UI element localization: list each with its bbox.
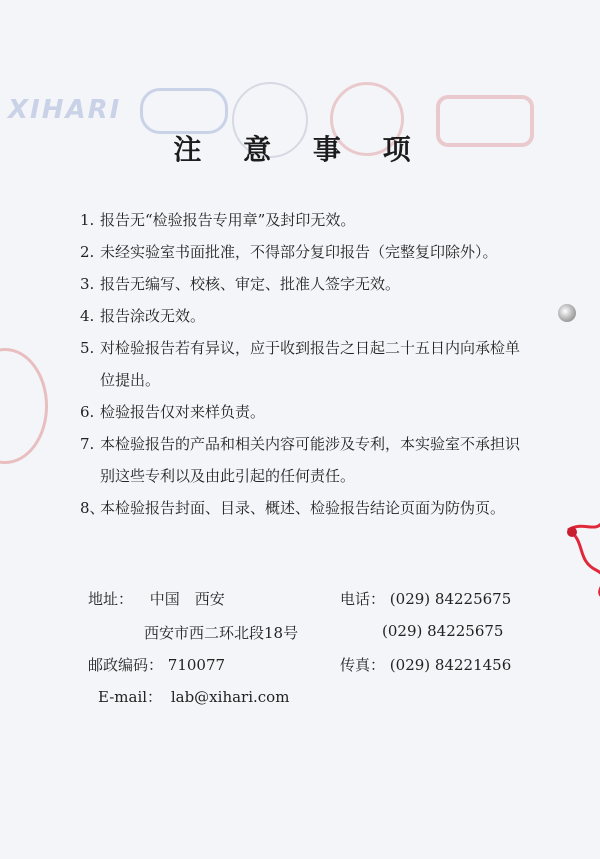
postcode-value: 710077 [167,656,226,674]
notice-item [80,428,520,492]
notice-number: 4. [80,307,95,325]
notice-text: 本检验报告封面、目录、概述、检验报告结论页面为防伪页。 [100,499,506,517]
notice-number: 3. [80,275,95,293]
notice-number: 1. [80,211,95,229]
fax-value: (029) 84221456 [389,656,512,674]
notice-text: 检验报告仅对来样负责。 [100,403,266,421]
address-row [88,588,225,609]
address-label: 地址： [88,590,134,608]
address-line2: 西安市西二环北段18号 [144,624,299,642]
phone-label: 电话： [340,590,386,608]
email-link[interactable]: lab@xihari.com [170,688,290,706]
notice-text: 本检验报告的产品和相关内容可能涉及专利，本实验室不承担识别这些专利以及由此引起的任何责任。 [100,435,521,485]
notice-number: 5. [80,339,95,357]
notice-number: 7. [80,435,95,453]
phone-value-2: (029) 84225675 [382,622,504,640]
red-stamp-icon [0,348,48,464]
notice-number: 6. [80,403,95,421]
notice-list [80,204,520,524]
notice-item [80,396,520,428]
binding-hole-icon [558,304,576,322]
postcode-row [88,654,225,675]
page-title: 注 意 事 项 [173,133,427,166]
header-logos [0,40,600,130]
notice-item [80,492,520,524]
phone-value: (029) 84225675 [389,590,512,608]
fax-label: 传真： [340,656,386,674]
fax-row [340,654,511,675]
address-line1: 中国 西安 [149,590,225,608]
postcode-label: 邮政编码： [88,656,164,674]
notice-item [80,268,520,300]
notice-number: 8、 [80,499,105,517]
notice-text: 未经实验室书面批准，不得部分复印报告（完整复印除外）。 [100,243,498,261]
notice-number: 2. [80,243,95,261]
email-label: E-mail： [98,688,163,706]
notice-item [80,236,520,268]
phone-row [340,588,511,609]
notice-item [80,332,520,396]
binding-string-icon [566,500,600,600]
xihari-logo: XIHARI [8,95,122,125]
notice-text: 报告涂改无效。 [100,307,206,325]
notice-item [80,300,520,332]
email-row [98,686,289,707]
notice-text: 对检验报告若有异议，应于收到报告之日起二十五日内向承检单位提出。 [100,339,521,389]
notice-item [80,204,520,236]
notice-text: 报告无编写、校核、审定、批准人签字无效。 [100,275,401,293]
notice-text: 报告无“检验报告专用章”及封印无效。 [100,211,356,229]
